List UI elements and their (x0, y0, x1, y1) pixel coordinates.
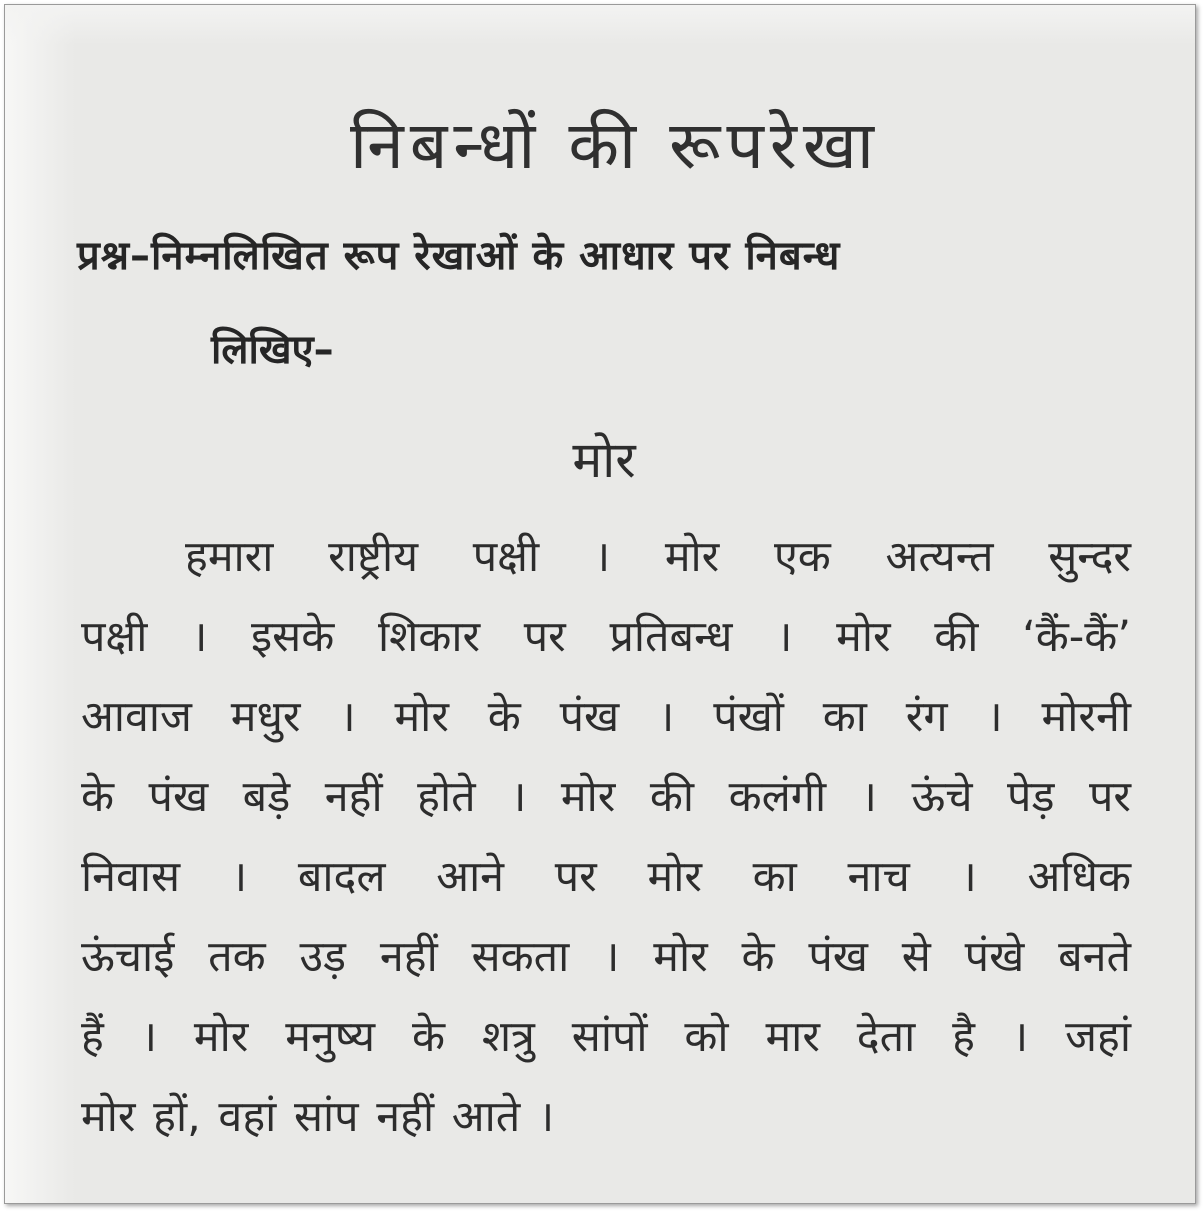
essay-line: आवाज मधुर । मोर के पंख । पंखों का रंग । मोरनी (81, 692, 1131, 742)
page-title: निबन्धों की रूपरेखा (350, 107, 880, 184)
scanned-page-frame (4, 4, 1196, 1204)
essay-line: हमारा राष्ट्रीय पक्षी । मोर एक अत्यन्त सुन्दर (185, 532, 1131, 582)
essay-line: के पंख बड़े नहीं होते । मोर की कलंगी । ऊंचे पेड़ पर (81, 772, 1131, 822)
essay-body (81, 517, 1131, 1157)
document-page (5, 5, 1195, 1203)
question-text-continued: लिखिए– (211, 327, 334, 373)
essay-line: ऊंचाई तक उड़ नहीं सकता । मोर के पंख से पंखे बनते (81, 932, 1131, 982)
essay-line: पक्षी । इसके शिकार पर प्रतिबन्ध । मोर की ‘कैं-कैं’ (81, 612, 1131, 662)
essay-heading: मोर (572, 431, 636, 489)
essay-line: हैं । मोर मनुष्य के शत्रु सांपों को मार देता है । जहां (81, 1012, 1131, 1062)
essay-line: मोर हों, वहां सांप नहीं आते । (81, 1092, 555, 1142)
question-text: प्रश्न–निम्नलिखित रूप रेखाओं के आधार पर निबन्ध (77, 233, 841, 279)
essay-line: निवास । बादल आने पर मोर का नाच । अधिक (81, 852, 1131, 902)
